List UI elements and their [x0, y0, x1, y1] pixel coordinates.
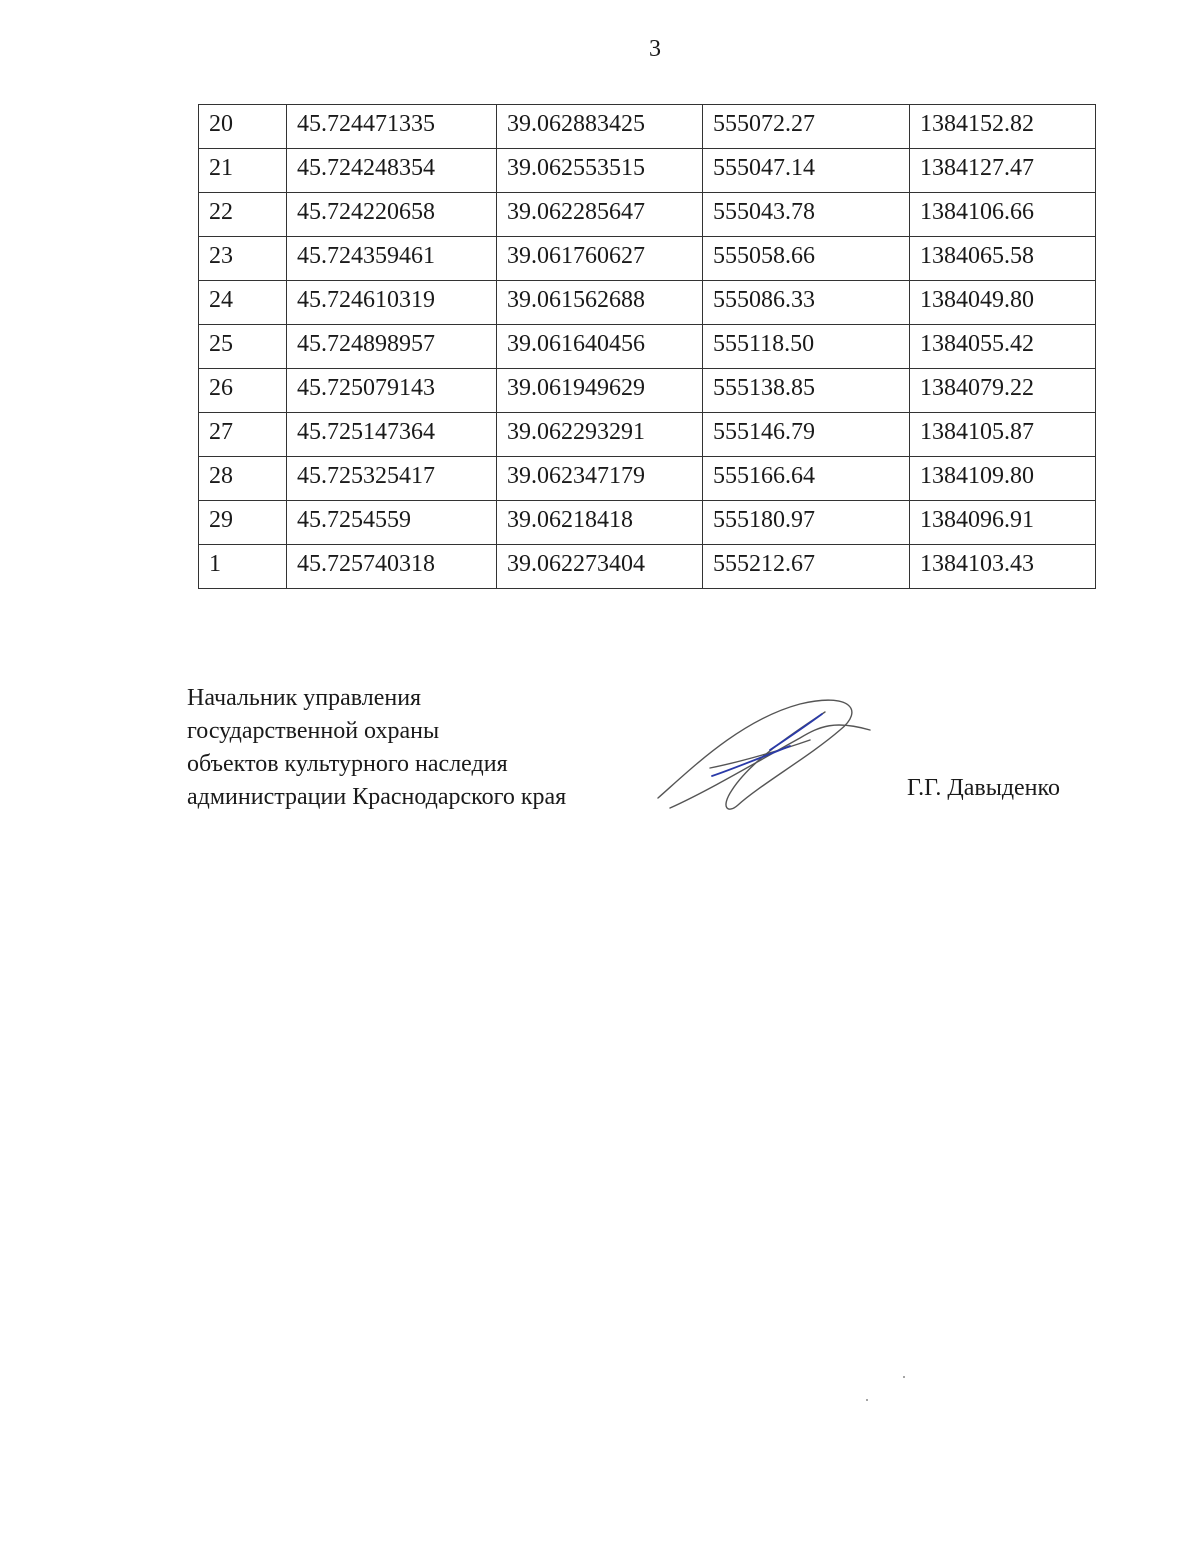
- table-row: [199, 545, 1096, 589]
- table-cell: 45.724248354: [287, 149, 497, 193]
- table-cell: 23: [199, 237, 287, 281]
- table-cell: 45.7254559: [287, 501, 497, 545]
- table-row: [199, 237, 1096, 281]
- table-cell: 39.061949629: [497, 369, 703, 413]
- table-cell: 39.062347179: [497, 457, 703, 501]
- table-cell: 39.062293291: [497, 413, 703, 457]
- signer-name: Г.Г. Давыденко: [907, 775, 1060, 801]
- scan-speck: [903, 1376, 905, 1378]
- table-cell: 22: [199, 193, 287, 237]
- table-cell: 39.062273404: [497, 545, 703, 589]
- table-cell: 24: [199, 281, 287, 325]
- table-row: [199, 325, 1096, 369]
- signature-title-line: государственной охраны: [187, 718, 440, 744]
- table-cell: 1384103.43: [910, 545, 1096, 589]
- table-cell: 45.725147364: [287, 413, 497, 457]
- table-cell: 1384079.22: [910, 369, 1096, 413]
- table-cell: 45.724610319: [287, 281, 497, 325]
- table-cell: 28: [199, 457, 287, 501]
- table-cell: 555043.78: [703, 193, 910, 237]
- table-cell: 1384065.58: [910, 237, 1096, 281]
- table-cell: 1: [199, 545, 287, 589]
- table-cell: 25: [199, 325, 287, 369]
- table-row: [199, 149, 1096, 193]
- table-row: [199, 193, 1096, 237]
- table-cell: 45.724471335: [287, 105, 497, 149]
- table-cell: 39.061562688: [497, 281, 703, 325]
- table-cell: 555166.64: [703, 457, 910, 501]
- signature-title-line: Начальник управления: [187, 685, 422, 711]
- table-cell: 555086.33: [703, 281, 910, 325]
- table-cell: 555118.50: [703, 325, 910, 369]
- table-row: [199, 105, 1096, 149]
- table-row: [199, 413, 1096, 457]
- table-cell: 1384109.80: [910, 457, 1096, 501]
- table-cell: 555146.79: [703, 413, 910, 457]
- table-cell: 39.062553515: [497, 149, 703, 193]
- scan-speck: [866, 1399, 868, 1401]
- table-cell: 20: [199, 105, 287, 149]
- table-cell: 1384152.82: [910, 105, 1096, 149]
- table-cell: 555212.67: [703, 545, 910, 589]
- signature-title-block: [187, 682, 566, 814]
- signature-title-line: объектов культурного наследия: [187, 751, 508, 777]
- table-cell: 555058.66: [703, 237, 910, 281]
- handwritten-signature: [650, 690, 880, 820]
- table-cell: 555138.85: [703, 369, 910, 413]
- table-cell: 39.062285647: [497, 193, 703, 237]
- table-cell: 39.06218418: [497, 501, 703, 545]
- table-cell: 45.725740318: [287, 545, 497, 589]
- table-cell: 39.061760627: [497, 237, 703, 281]
- table-cell: 29: [199, 501, 287, 545]
- table-row: [199, 501, 1096, 545]
- table-cell: 39.062883425: [497, 105, 703, 149]
- coordinates-table: [198, 104, 1096, 589]
- table-cell: 1384105.87: [910, 413, 1096, 457]
- table-cell: 1384049.80: [910, 281, 1096, 325]
- table-row: [199, 457, 1096, 501]
- table-cell: 45.725079143: [287, 369, 497, 413]
- table-cell: 27: [199, 413, 287, 457]
- table-cell: 1384106.66: [910, 193, 1096, 237]
- table-cell: 45.724359461: [287, 237, 497, 281]
- table-row: [199, 281, 1096, 325]
- table-cell: 555047.14: [703, 149, 910, 193]
- table-cell: 45.724898957: [287, 325, 497, 369]
- table-cell: 21: [199, 149, 287, 193]
- signature-title-line: администрации Краснодарского края: [187, 784, 567, 810]
- table-cell: 1384127.47: [910, 149, 1096, 193]
- table-cell: 555072.27: [703, 105, 910, 149]
- table-cell: 39.061640456: [497, 325, 703, 369]
- table-cell: 45.725325417: [287, 457, 497, 501]
- table-row: [199, 369, 1096, 413]
- table-cell: 555180.97: [703, 501, 910, 545]
- table-cell: 45.724220658: [287, 193, 497, 237]
- table-cell: 26: [199, 369, 287, 413]
- page-number: 3: [649, 36, 661, 62]
- table-cell: 1384096.91: [910, 501, 1096, 545]
- table-cell: 1384055.42: [910, 325, 1096, 369]
